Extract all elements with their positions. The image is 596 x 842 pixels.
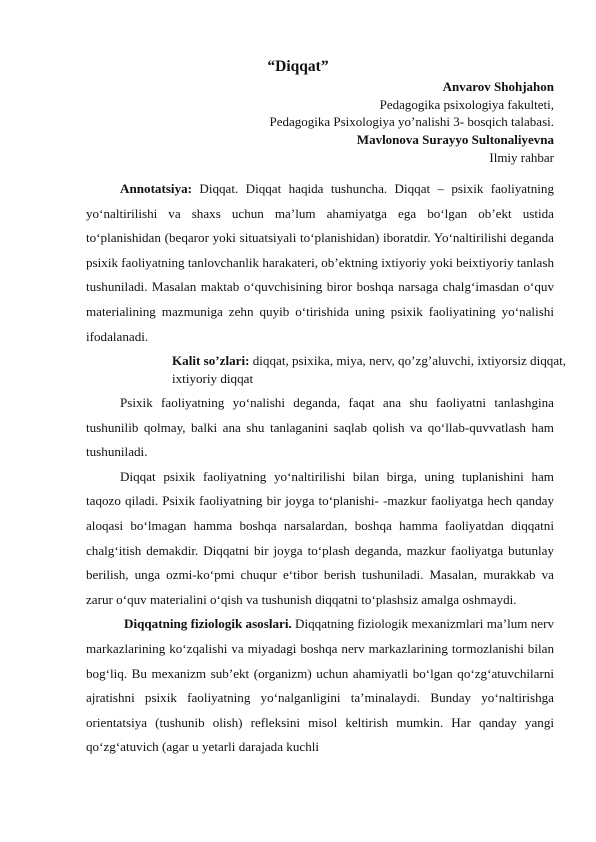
author-faculty: Pedagogika psixologiya fakulteti, <box>379 96 554 112</box>
author-course: Pedagogika Psixologiya yo’nalishi 3- bosqich talabasi. <box>269 114 554 130</box>
advisor-title: Ilmiy rahbar <box>489 149 554 165</box>
paragraph-3 <box>86 612 554 760</box>
document-body <box>86 177 567 760</box>
keywords-paragraph <box>86 352 596 387</box>
document-title: “Diqqat” <box>267 58 329 75</box>
annotation-text: Diqqat. Diqqat haqida tushuncha. Diqqat – psixik faoliyatning yo‘naltirilishi va shaxs uchun ma’lum ahamiyatga ega bo‘lgan ob’ekt ustida to‘planishidan (beqaror yoki situatsiyali to‘planishidan) iboratdir. Yo‘naltirilishi deganda psixik faoliyatning tanlovchanlik harakateri, ob’ektning ixtiyoriy yoki beixtiyoriy tanlash tushuniladi. Masalan maktab o‘quvchisining biror boshqa narsaga chalg‘imasdan o‘quv materialining mazmuniga zehn quyib o‘tirishida uning psixik faoliyatining yo‘nalishi ifodalanadi. <box>86 181 554 344</box>
author-block <box>269 78 554 167</box>
keywords-label: Kalit so’zlari: <box>172 353 250 369</box>
paragraph-1: Psixik faoliyatning yo‘nalishi deganda, faqat ana shu faoliyatni tanlashgina tushunilib qolmay, balki ana shu tanlaganini saqlab qolish va qo‘llab-quvvatlash ham tushuniladi. <box>86 394 554 460</box>
section-heading: Diqqatning fiziologik asoslari. <box>124 616 292 632</box>
annotation-paragraph <box>86 177 554 349</box>
paragraph-2: Diqqat psixik faoliyatning yo‘naltirilishi bilan birga, uning tuplanishini ham taqozo qiladi. Psixik faoliyatning bir joyga to‘planishi- -mazkur faoliyatga hech qanday aloqasi bo‘lmagan hamma boshqa narsalardan, boshqa hamma faoliyatdan diqqatni chalg‘itish demakdir. Diqqatni bir joyga to‘plash deganda, mazkur faoliyatga butunlay berilish, unga ozmi-ko‘pmi chuqur e‘tibor berish tushuniladi. Masalan, murakkab va zarur o‘quv materialini o‘qish va tushunish diqqatni to‘plashsiz amalga oshmaydi. <box>86 468 554 607</box>
advisor-name: Mavlonova Surayyo Sultonaliyevna <box>356 132 554 148</box>
annotation-label: Annotatsiya: <box>120 181 193 196</box>
paragraph-3-text: Diqqatning fiziologik mexanizmlari ma’lum nerv markazlarining ko‘zqalishi va miyadagi boshqa nerv markazlarining tormozlanishi bilan bog‘liq. Bu mexanizm sub’ekt (organizm) uchun ahamiyatli bo‘lgan qo‘zg‘atuvchilarni ajratishni psixik faoliyatning yo‘nalganligini ta’minalaydi. Bunday yo‘naltirishga orientatsiya (tushunib olish) refleksini misol keltirish mumkin. Har qanday yangi qo‘zg‘atuvich (agar u yetarli darajada kuchli <box>86 616 555 755</box>
author-name: Anvarov Shohjahon <box>442 79 554 94</box>
keywords-text: diqqat, psixika, miya, nerv, qo’zg’aluvchi, ixtiyorsiz diqqat, ixtiyoriy diqqat <box>172 353 567 386</box>
